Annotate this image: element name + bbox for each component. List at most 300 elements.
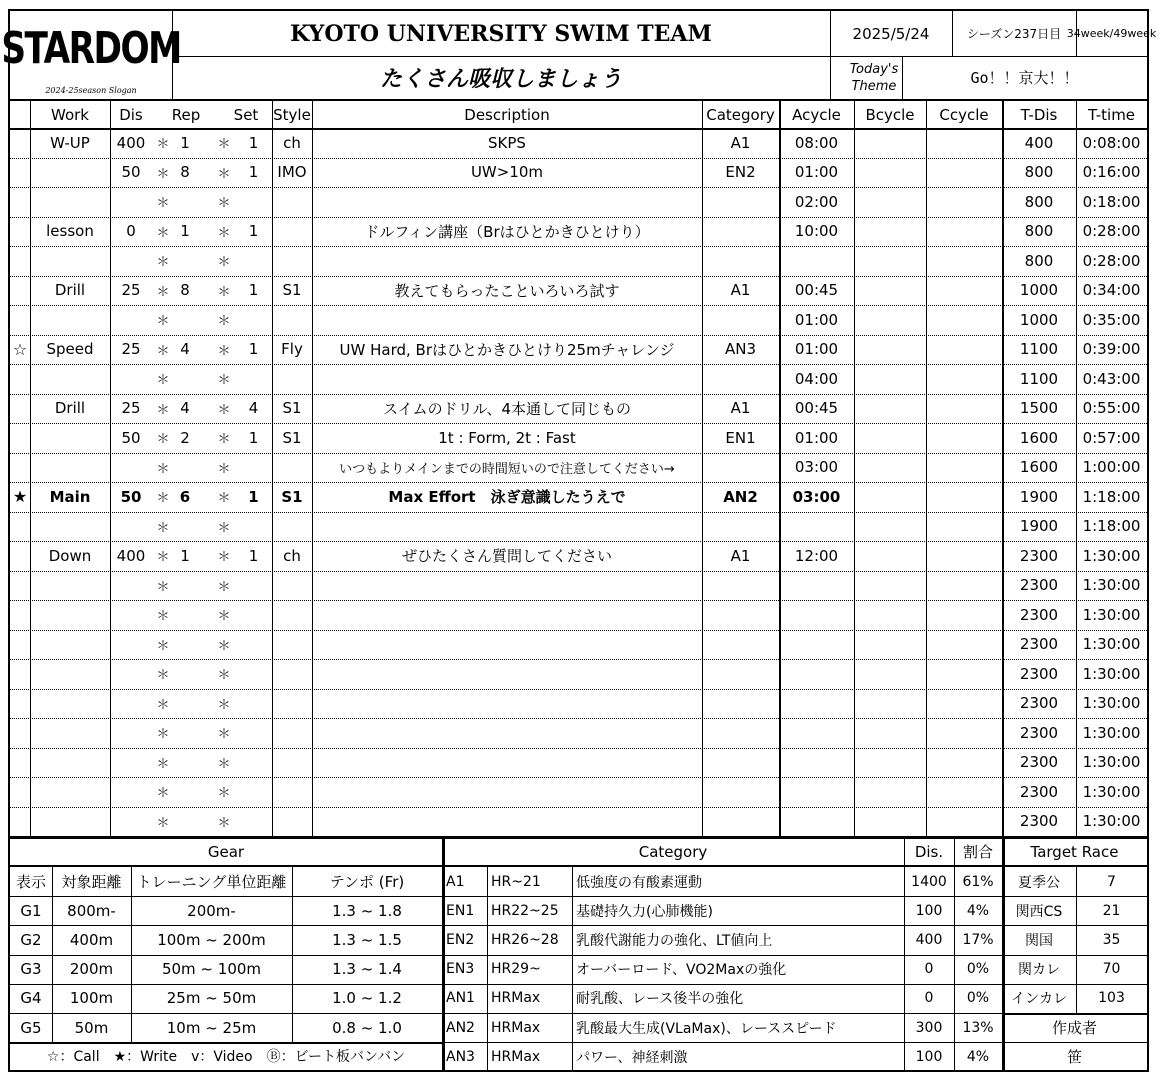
row-mark (10, 394, 30, 424)
multiply-sign: ＊ (217, 756, 231, 772)
row-mark: ★ (12, 487, 28, 507)
row-total-time: 1:30:00 (1082, 664, 1141, 683)
row-style (272, 777, 312, 807)
row-mark (10, 748, 30, 778)
row-total-distance: 1900 (1019, 517, 1059, 536)
row-distance (110, 187, 152, 217)
gear-legend: ☆：Call ★：Write v：Video Ⓑ：ビート板バンバン (46, 1049, 406, 1066)
row-reps: 1 (180, 133, 190, 152)
gear-header: トレーニング単位距離 (136, 873, 287, 892)
row-work: Drill (54, 281, 86, 300)
row-distance (110, 512, 152, 542)
row-ccycle (926, 305, 1002, 335)
target-race-days: 35 (1102, 931, 1121, 948)
category-cell: AN1 (446, 990, 475, 1007)
row-total-time: 0:28:00 (1082, 251, 1141, 270)
row-sets (235, 187, 272, 217)
gear-cell: G1 (20, 901, 42, 920)
gear-cell: 800m- (67, 901, 116, 920)
row-style (272, 246, 312, 276)
gear-cell: 10m ~ 25m (166, 1018, 257, 1037)
multiply-sign: ＊ (156, 461, 170, 477)
category-cell: AN3 (446, 1048, 475, 1065)
row-total-time: 0:08:00 (1082, 133, 1141, 152)
row-acycle (779, 600, 854, 630)
row-style (272, 571, 312, 601)
row-reps: 1 (180, 222, 190, 241)
category-cell: 400 (915, 931, 943, 948)
multiply-sign: ＊ (217, 284, 231, 300)
row-reps (174, 689, 196, 719)
row-total-time: 0:16:00 (1082, 163, 1141, 182)
row-mark (10, 217, 30, 247)
multiply-sign: ＊ (217, 137, 231, 153)
multiply-sign: ＊ (156, 314, 170, 330)
row-acycle: 00:45 (794, 399, 839, 418)
row-work (30, 305, 110, 335)
row-total-distance: 1600 (1019, 458, 1059, 477)
multiply-sign: ＊ (156, 697, 170, 713)
category-cell: HRMax (491, 1019, 541, 1036)
row-description: スイムのドリル、4本通して同じもの (382, 399, 632, 418)
row-sets: 1 (248, 428, 259, 447)
row-mark (10, 659, 30, 689)
row-total-distance: 1600 (1019, 428, 1059, 447)
row-work: lesson (46, 222, 94, 241)
row-description (312, 689, 702, 719)
row-total-time: 1:30:00 (1082, 812, 1141, 831)
row-distance: 25 (121, 399, 141, 418)
row-acycle (779, 659, 854, 689)
row-sets (235, 807, 272, 837)
row-category (702, 187, 779, 217)
row-total-time: 0:35:00 (1082, 310, 1141, 329)
row-work (30, 689, 110, 719)
row-acycle: 03:00 (794, 458, 839, 477)
row-work (30, 187, 110, 217)
row-mark (10, 512, 30, 542)
row-category (702, 630, 779, 660)
row-description (312, 246, 702, 276)
row-distance: 25 (121, 281, 141, 300)
row-category (702, 571, 779, 601)
row-description: ドルフィン講座（Brはひとかきひとけり） (364, 222, 650, 241)
row-work (30, 718, 110, 748)
row-work (30, 423, 110, 453)
row-total-time: 1:30:00 (1082, 694, 1141, 713)
row-reps (174, 777, 196, 807)
target-race-days: 7 (1107, 873, 1116, 890)
gear-cell: 25m ~ 50m (166, 989, 257, 1008)
multiply-sign: ＊ (217, 343, 231, 359)
row-total-time: 1:30:00 (1082, 605, 1141, 624)
row-category: A1 (730, 546, 751, 565)
row-mark (10, 305, 30, 335)
row-reps: 2 (180, 428, 190, 447)
category-cell: HR22~25 (491, 902, 559, 919)
row-bcycle (854, 423, 926, 453)
row-reps: 8 (180, 163, 190, 182)
multiply-sign: ＊ (156, 137, 170, 153)
row-bcycle (854, 807, 926, 837)
row-style (272, 807, 312, 837)
row-acycle (779, 571, 854, 601)
gear-cell: 0.8 ~ 1.0 (332, 1018, 402, 1037)
multiply-sign: ＊ (217, 402, 231, 418)
row-mark (10, 807, 30, 837)
row-acycle: 02:00 (794, 192, 839, 211)
row-total-distance: 2300 (1019, 753, 1059, 772)
row-distance: 25 (121, 340, 141, 359)
gear-cell: 400m (69, 930, 114, 949)
gear-header: テンポ (Fr) (329, 873, 405, 892)
gear-header: 表示 (15, 873, 46, 892)
row-ccycle (926, 394, 1002, 424)
row-bcycle (854, 453, 926, 483)
multiply-sign: ＊ (217, 432, 231, 448)
category-cell: 61% (962, 873, 994, 890)
row-total-distance: 2300 (1019, 782, 1059, 801)
row-bcycle (854, 541, 926, 571)
row-total-distance: 2300 (1019, 576, 1059, 595)
category-cell: 100 (915, 1048, 943, 1065)
row-category: EN2 (725, 163, 756, 182)
row-style (272, 748, 312, 778)
gear-cell: G3 (20, 960, 42, 979)
row-mark (10, 718, 30, 748)
row-distance (110, 748, 152, 778)
row-distance (110, 659, 152, 689)
multiply-sign: ＊ (156, 520, 170, 536)
author-name: 笹 (1066, 1047, 1082, 1066)
category-cell: 17% (962, 931, 994, 948)
row-bcycle (854, 777, 926, 807)
row-distance: 50 (121, 163, 141, 182)
row-bcycle (854, 128, 926, 158)
multiply-sign: ＊ (217, 461, 231, 477)
multiply-sign: ＊ (156, 255, 170, 271)
row-style (272, 305, 312, 335)
row-work: Main (49, 487, 91, 506)
row-total-time: 0:43:00 (1082, 369, 1141, 388)
row-total-distance: 800 (1024, 251, 1054, 270)
gear-cell: 1.3 ~ 1.8 (332, 901, 402, 920)
row-total-time: 1:30:00 (1082, 635, 1141, 654)
row-mark (10, 600, 30, 630)
row-style: Fly (281, 340, 303, 359)
row-mark (10, 689, 30, 719)
row-mark: ☆ (12, 339, 28, 359)
category-cell: HR~21 (491, 873, 541, 890)
row-total-distance: 800 (1024, 163, 1054, 182)
multiply-sign: ＊ (217, 815, 231, 831)
multiply-sign: ＊ (217, 255, 231, 271)
row-ccycle (926, 276, 1002, 306)
row-ccycle (926, 335, 1002, 365)
row-mark (10, 541, 30, 571)
row-mark (10, 158, 30, 188)
row-reps (174, 630, 196, 660)
row-acycle: 12:00 (794, 546, 839, 565)
row-reps (174, 364, 196, 394)
multiply-sign: ＊ (217, 638, 231, 654)
slogan: たくさん吸収しましょう (379, 67, 622, 92)
multiply-sign: ＊ (217, 166, 231, 182)
row-ccycle (926, 246, 1002, 276)
category-cell: 4% (966, 902, 990, 919)
column-header-set: Set (233, 105, 259, 124)
category-cell: 300 (915, 1019, 943, 1036)
row-work: Drill (54, 399, 86, 418)
column-header-cc: Ccycle (939, 105, 989, 124)
row-work (30, 512, 110, 542)
row-description (312, 187, 702, 217)
row-mark (10, 453, 30, 483)
row-category (702, 748, 779, 778)
target-race-days: 70 (1102, 961, 1121, 978)
category-cell: 0 (924, 961, 934, 978)
category-cell: 低強度の有酸素運動 (576, 874, 702, 891)
row-mark (10, 364, 30, 394)
row-style (272, 600, 312, 630)
row-total-distance: 1500 (1019, 399, 1059, 418)
category-cell: 基礎持久力(心肺機能) (576, 903, 713, 920)
row-mark (10, 187, 30, 217)
row-reps: 6 (179, 487, 191, 506)
row-style: ch (283, 133, 301, 152)
gear-cell: G2 (20, 930, 42, 949)
row-acycle (779, 718, 854, 748)
team-name: KYOTO UNIVERSITY SWIM TEAM (290, 20, 712, 47)
row-description (312, 748, 702, 778)
row-acycle (779, 777, 854, 807)
multiply-sign: ＊ (156, 284, 170, 300)
row-total-time: 1:30:00 (1082, 753, 1141, 772)
row-work (30, 158, 110, 188)
row-description (312, 571, 702, 601)
row-style (272, 187, 312, 217)
row-reps (174, 659, 196, 689)
row-style (272, 718, 312, 748)
multiply-sign: ＊ (217, 373, 231, 389)
row-bcycle (854, 187, 926, 217)
gear-cell: G5 (20, 1018, 42, 1037)
row-distance: 400 (116, 133, 146, 152)
row-bcycle (854, 718, 926, 748)
row-total-time: 0:39:00 (1082, 340, 1141, 359)
row-category (702, 512, 779, 542)
multiply-sign: ＊ (156, 815, 170, 831)
category-dis-label: Dis. (914, 842, 944, 861)
row-description (312, 305, 702, 335)
row-description: Max Effort 泳ぎ意識したうえで (388, 488, 626, 507)
row-total-distance: 1000 (1019, 310, 1059, 329)
category-cell: HRMax (491, 1048, 541, 1065)
column-header-ac: Acycle (792, 105, 841, 124)
row-ccycle (926, 807, 1002, 837)
row-distance: 50 (120, 487, 142, 506)
row-total-distance: 2300 (1019, 812, 1059, 831)
category-cell: 0 (924, 990, 934, 1007)
row-total-distance: 2300 (1019, 723, 1059, 742)
row-total-distance: 1900 (1019, 487, 1059, 506)
row-reps (174, 748, 196, 778)
multiply-sign: ＊ (156, 579, 170, 595)
gear-cell: 200m (69, 960, 114, 979)
row-bcycle (854, 158, 926, 188)
row-description (312, 364, 702, 394)
category-cell: 1400 (911, 873, 947, 890)
multiply-sign: ＊ (217, 727, 231, 743)
row-sets (235, 630, 272, 660)
row-style: S1 (282, 399, 302, 418)
row-bcycle (854, 512, 926, 542)
row-mark (10, 128, 30, 158)
row-category (702, 600, 779, 630)
row-sets: 1 (248, 340, 259, 359)
practice-sheet (1, 9, 1157, 1072)
row-distance (110, 600, 152, 630)
row-total-time: 0:28:00 (1082, 222, 1141, 241)
row-style (272, 217, 312, 247)
category-cell: HR29~ (491, 961, 541, 978)
row-mark (10, 276, 30, 306)
row-distance (110, 689, 152, 719)
row-mark (10, 423, 30, 453)
target-race-days: 21 (1102, 902, 1121, 919)
row-bcycle (854, 364, 926, 394)
row-ccycle (926, 748, 1002, 778)
category-cell: EN3 (446, 961, 475, 978)
row-ccycle (926, 158, 1002, 188)
row-reps (174, 246, 196, 276)
row-category (702, 659, 779, 689)
row-bcycle (854, 659, 926, 689)
category-ratio-label: 割合 (962, 843, 993, 861)
row-total-distance: 400 (1024, 133, 1054, 152)
row-total-distance: 2300 (1019, 546, 1059, 565)
row-category (702, 718, 779, 748)
multiply-sign: ＊ (217, 225, 231, 241)
row-total-distance: 800 (1024, 192, 1054, 211)
row-ccycle (926, 482, 1002, 512)
row-bcycle (854, 335, 926, 365)
row-reps: 8 (180, 281, 190, 300)
row-distance (110, 807, 152, 837)
row-total-time: 1:30:00 (1082, 576, 1141, 595)
category-cell: 0% (966, 990, 990, 1007)
multiply-sign: ＊ (156, 402, 170, 418)
row-sets (235, 305, 272, 335)
category-cell: HR26~28 (491, 931, 559, 948)
multiply-sign: ＊ (217, 579, 231, 595)
season-slogan-label: 2024-25season Slogan (45, 85, 137, 95)
row-sets: 1 (248, 133, 259, 152)
row-acycle: 01:00 (794, 340, 839, 359)
multiply-sign: ＊ (217, 786, 231, 802)
row-category: AN3 (724, 340, 757, 359)
category-cell: A1 (446, 873, 465, 890)
multiply-sign: ＊ (217, 668, 231, 684)
row-reps (174, 807, 196, 837)
row-mark (10, 630, 30, 660)
column-header-tt: T-time (1087, 105, 1136, 124)
row-sets (235, 718, 272, 748)
category-cell: パワー、神経刺激 (576, 1049, 688, 1066)
multiply-sign: ＊ (217, 314, 231, 330)
row-total-time: 1:30:00 (1082, 546, 1141, 565)
row-ccycle (926, 453, 1002, 483)
row-style: S1 (282, 281, 302, 300)
row-ccycle (926, 777, 1002, 807)
row-bcycle (854, 689, 926, 719)
row-distance (110, 777, 152, 807)
row-ccycle (926, 128, 1002, 158)
season-day: シーズン237日目 (966, 27, 1062, 41)
row-reps: 1 (180, 546, 190, 565)
row-reps (174, 453, 196, 483)
target-race-name: 関国 (1025, 932, 1053, 949)
target-race-name: 夏季公 (1018, 874, 1060, 891)
column-header-td: T-Dis (1020, 105, 1058, 124)
row-ccycle (926, 718, 1002, 748)
multiply-sign: ＊ (156, 756, 170, 772)
row-total-time: 1:18:00 (1082, 517, 1141, 536)
row-bcycle (854, 217, 926, 247)
gear-cell: G4 (20, 989, 42, 1008)
row-work (30, 453, 110, 483)
row-style (272, 364, 312, 394)
row-ccycle (926, 600, 1002, 630)
row-category (702, 453, 779, 483)
row-total-distance: 2300 (1019, 635, 1059, 654)
row-bcycle (854, 630, 926, 660)
row-style: ch (283, 546, 301, 565)
row-sets: 1 (248, 281, 259, 300)
gear-title: Gear (207, 842, 245, 861)
row-acycle (779, 246, 854, 276)
category-cell: 乳酸最大生成(VLaMax)、レーススピード (576, 1020, 837, 1037)
row-bcycle (854, 305, 926, 335)
row-sets (235, 512, 272, 542)
row-reps (174, 571, 196, 601)
row-acycle: 00:45 (794, 281, 839, 300)
multiply-sign: ＊ (156, 491, 170, 507)
gear-cell: 200m- (187, 901, 236, 920)
row-description: 教えてもらったこといろいろ試す (394, 281, 620, 300)
multiply-sign: ＊ (217, 697, 231, 713)
multiply-sign: ＊ (156, 373, 170, 389)
multiply-sign: ＊ (156, 225, 170, 241)
gear-cell: 50m (74, 1018, 109, 1037)
row-description (312, 659, 702, 689)
row-style (272, 453, 312, 483)
row-distance (110, 246, 152, 276)
row-bcycle (854, 482, 926, 512)
row-bcycle (854, 600, 926, 630)
gear-cell: 100m ~ 200m (157, 930, 266, 949)
row-distance (110, 718, 152, 748)
row-total-time: 0:57:00 (1082, 428, 1141, 447)
row-distance (110, 305, 152, 335)
target-race-name: 関西CS (1015, 903, 1063, 920)
row-category (702, 246, 779, 276)
row-category: AN2 (723, 487, 758, 506)
category-cell: 4% (966, 1048, 990, 1065)
row-total-distance: 2300 (1019, 605, 1059, 624)
category-cell: 0% (966, 961, 990, 978)
row-description: SKPS (488, 133, 526, 152)
